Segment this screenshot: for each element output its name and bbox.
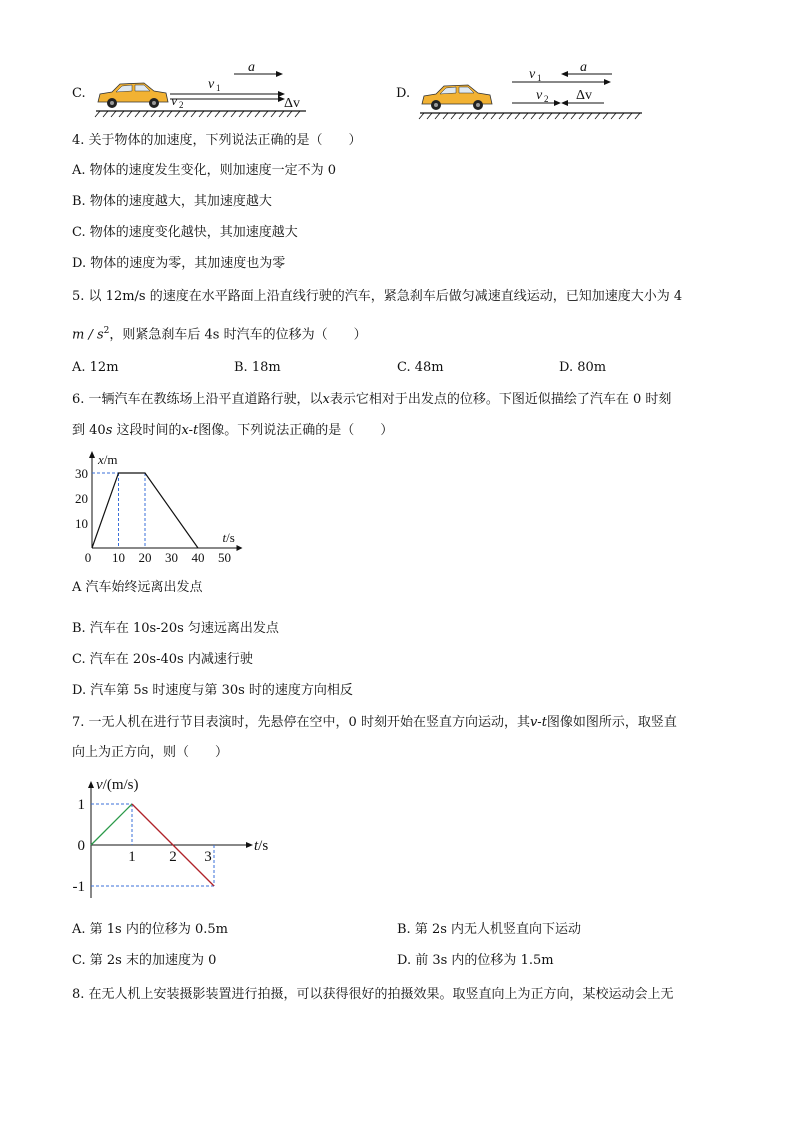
q5-unit: m / s [72,327,104,343]
svg-text:1: 1 [216,83,221,93]
option-c-diagram [92,58,332,118]
q5-stem-line1: 5. 以 12m/s 的速度在水平路面上沿直线行驶的汽车，紧急刹车后做匀减速直线运动，已知加速度大小为 4 [72,289,683,304]
q7-stem-line1 [72,715,677,731]
svg-text:v: v [536,88,543,103]
y-tick-label: 20 [75,491,88,506]
x-tick-label: 40 [191,550,205,565]
option-d-label: D. [396,86,411,101]
xt-graph [70,450,250,565]
y-axis-arrow [89,451,95,458]
q6-option-d: D. 汽车第 5s 时速度与第 30s 时的速度方向相反 [72,683,353,698]
q6-option-c: C. 汽车在 20s-40s 内减速行驶 [72,652,253,667]
x-axis-label: t/s [222,530,235,545]
q5-option-d: D. 80m [559,360,607,375]
q7-option-c: C. 第 2s 末的加速度为 0 [72,953,217,968]
q4-option-a: A. 物体的速度发生变化，则加速度一定不为 0 [72,163,337,178]
q6-stem2-mid: 这段时间的 [112,423,182,438]
q4-option-d: D. 物体的速度为零，其加速度也为零 [72,256,286,271]
x-axis-arrow [246,842,253,848]
y-tick-label: 30 [75,466,88,481]
svg-text:2: 2 [179,100,184,110]
x-tick-label: 3 [204,849,212,865]
svg-text:v: v [171,94,178,109]
x-tick-label: 2 [169,849,177,865]
vt-segment-rising [91,804,132,845]
x-tick-label: 50 [218,550,231,565]
x-tick-label: 20 [138,550,152,565]
q6-stem-pre: 6. 一辆汽车在教练场上沿平直道路行驶，以 [72,392,323,407]
x-tick-label: 1 [128,849,136,865]
y-tick-label: 1 [77,797,85,813]
svg-text:v: v [529,67,536,82]
q6-stem2-pre: 到 40 [72,423,106,438]
q5-option-b: B. 18m [234,360,281,375]
q7-stem-pre: 7. 一无人机在进行节目表演时，先悬停在空中，0 时刻开始在竖直方向运动，其 [72,715,530,730]
y-tick-label: 10 [75,516,88,531]
svg-text:a: a [580,60,587,75]
q6-option-a: A 汽车始终远离出发点 [72,580,203,595]
car-icon [98,83,168,108]
q7-option-d: D. 前 3s 内的位移为 1.5m [397,953,554,968]
q7-stem-line2: 向上为正方向，则（ ） [72,745,229,760]
y-tick-label: -1 [72,879,85,895]
q4-stem: 4. 关于物体的加速度，下列说法正确的是（ ） [72,133,362,148]
q7-var-vt: v-t [529,715,547,730]
q7-option-b: B. 第 2s 内无人机竖直向下运动 [397,922,582,937]
svg-text:Δv: Δv [576,88,593,103]
q6-stem-post: 表示它相对于出发点的位移。下图近似描绘了汽车在 0 时刻 [329,392,672,407]
ground-hatching [95,111,300,117]
x-axis-arrow [237,545,243,551]
x-axis-label: t/s [254,838,269,854]
ground-hatching [419,113,640,119]
x-tick-label: 10 [112,550,125,565]
x-tick-label: 0 [84,550,92,565]
vt-graph [70,774,290,899]
y-axis-label: v/(m/s) [96,777,139,793]
y-axis-arrow [88,781,94,788]
option-c-label: C. [72,86,86,101]
q6-option-b: B. 汽车在 10s-20s 匀速远离出发点 [72,621,279,636]
svg-text:v: v [208,77,215,92]
q6-var-xt: x-t [181,423,199,438]
svg-text:2: 2 [544,94,549,104]
x-tick-label: 30 [165,550,178,565]
q5-stem-rest: ，则紧急刹车后 4s 时汽车的位移为（ ） [109,327,367,343]
q5-option-a: A. 12m [72,360,119,375]
q6-stem-line1 [72,392,671,408]
y-axis-label: x/m [98,452,118,467]
q5-option-c: C. 48m [397,360,444,375]
svg-text:Δv: Δv [284,96,301,111]
q6-stem-line2 [72,423,393,439]
q6-var-x: x [322,392,330,407]
q5-stem-line2 [72,323,367,343]
y-tick-label: 0 [77,838,85,854]
q6-stem2-post: 图像。下列说法正确的是（ ） [198,423,394,438]
car-icon [422,85,492,110]
q4-option-b: B. 物体的速度越大，其加速度越大 [72,194,272,209]
q5-unit-exponent: 2 [103,326,110,336]
q8-stem-line1: 8. 在无人机上安装摄影装置进行拍摄，可以获得很好的拍摄效果。取竖直向上为正方向，某校运动会上无 [72,987,674,1002]
q7-option-a: A. 第 1s 内的位移为 0.5m [72,922,228,937]
q4-option-c: C. 物体的速度变化越快，其加速度越大 [72,225,298,240]
option-d-diagram [416,58,656,118]
q6-stem2-s: s [105,423,113,438]
svg-text:a: a [248,60,255,75]
q7-stem-post: 图像如图所示，取竖直 [546,715,677,730]
svg-text:1: 1 [537,73,542,83]
